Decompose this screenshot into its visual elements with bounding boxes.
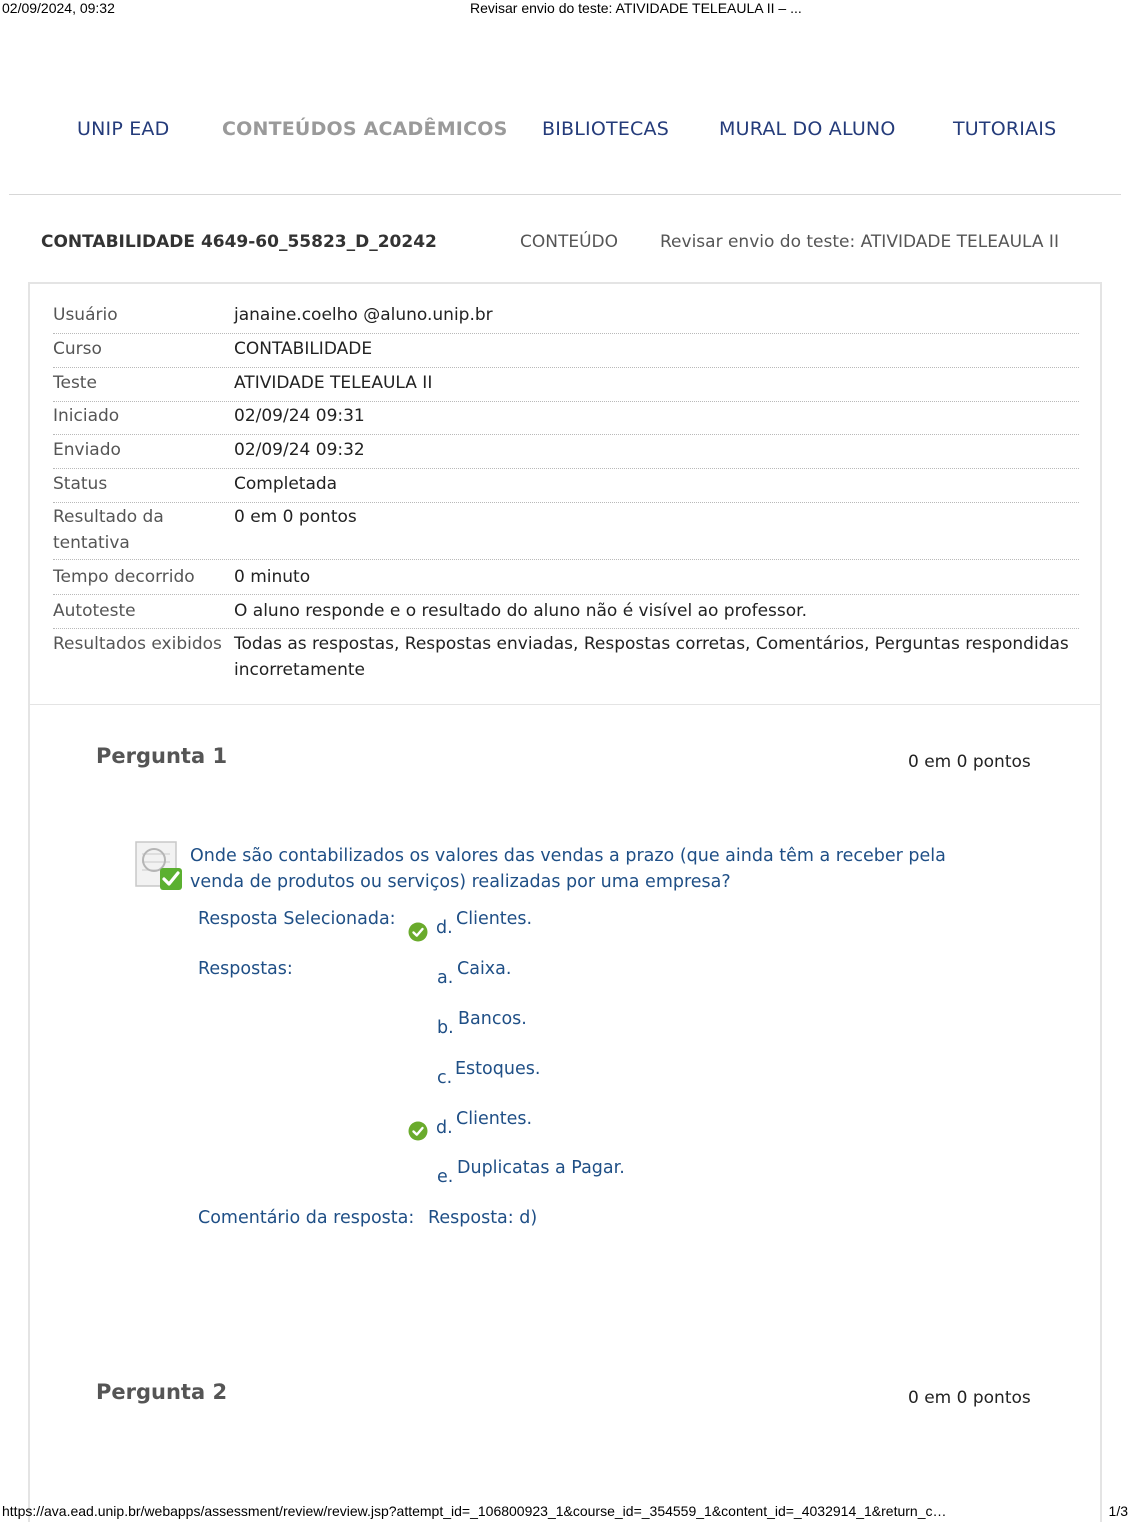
summary-value: 02/09/24 09:32: [234, 440, 365, 460]
print-title: Revisar envio do teste: ATIVIDADE TELEAULA II – ...: [470, 0, 802, 16]
summary-key: Resultados exibidos: [53, 634, 222, 654]
question-points: 0 em 0 pontos: [908, 752, 1031, 772]
answer-letter: d.: [436, 1118, 453, 1138]
summary-row: [53, 403, 1079, 435]
summary-value: janaine.coelho @aluno.unip.br: [234, 305, 493, 325]
nav-conteudos-academicos[interactable]: CONTEÚDOS ACADÊMICOS: [222, 118, 508, 140]
print-header: [0, 0, 1130, 20]
nav-mural-do-aluno[interactable]: MURAL DO ALUNO: [719, 118, 896, 140]
answer-text: Duplicatas a Pagar.: [457, 1158, 625, 1178]
selected-answer-label: Resposta Selecionada:: [198, 909, 396, 929]
summary-value: CONTABILIDADE: [234, 339, 373, 359]
answers-label: Respostas:: [198, 959, 293, 979]
summary-value: 0 minuto: [234, 567, 311, 587]
summary-key: Enviado: [53, 440, 121, 460]
answer-text: Bancos.: [458, 1009, 527, 1029]
summary-row: [53, 336, 1079, 368]
summary-row: [53, 504, 1079, 560]
answer-text: Estoques.: [455, 1059, 541, 1079]
summary-key: Status: [53, 474, 108, 494]
selected-answer-letter: d.: [436, 918, 453, 938]
print-url: https://ava.ead.unip.br/webapps/assessment/review/review.jsp?attempt_id=_106800923_1&course_id=_354559_1&content_id=_4032914_1&return_c…: [2, 1503, 947, 1519]
breadcrumb: [0, 232, 1130, 258]
answer-letter: a.: [437, 968, 454, 988]
summary-row: [53, 598, 1079, 629]
top-navigation: [0, 118, 1130, 148]
summary-row: [53, 564, 1079, 595]
summary-value: Todas as respostas, Respostas enviadas, Respostas corretas, Comentários, Perguntas respondidas incorretamente: [234, 634, 1069, 680]
summary-key: Teste: [53, 373, 97, 393]
question-text: Onde são contabilizados os valores das vendas a prazo (que ainda têm a receber pela venda de produtos ou serviços) realizadas por uma empresa?: [190, 846, 946, 892]
summary-value: Completada: [234, 474, 338, 494]
summary-value: 0 em 0 pontos: [234, 507, 357, 527]
print-footer: [0, 1501, 1130, 1523]
summary-row: [53, 471, 1079, 503]
summary-row: [53, 302, 1079, 334]
breadcrumb-current-page: Revisar envio do teste: ATIVIDADE TELEAULA II: [660, 232, 1059, 252]
summary-row: [53, 437, 1079, 469]
correct-answer-icon: [134, 840, 186, 896]
review-panel: [28, 282, 1102, 1522]
breadcrumb-course[interactable]: CONTABILIDADE 4649-60_55823_D_20242: [41, 232, 437, 252]
question-title: Pergunta 2: [96, 1380, 228, 1404]
summary-key: Autoteste: [53, 601, 136, 621]
summary-value: ATIVIDADE TELEAULA II: [234, 373, 433, 393]
summary-key: Tempo decorrido: [53, 567, 195, 587]
print-page-number: 1/3: [1108, 1503, 1128, 1519]
print-date: 02/09/2024, 09:32: [2, 0, 115, 16]
summary-row: [53, 370, 1079, 402]
nav-tutoriais[interactable]: TUTORIAIS: [953, 118, 1057, 140]
selected-answer-text: Clientes.: [456, 909, 533, 929]
answer-text: Clientes.: [456, 1109, 533, 1129]
summary-key: Usuário: [53, 305, 118, 325]
comment-label: Comentário da resposta:: [198, 1208, 415, 1228]
summary-value: 02/09/24 09:31: [234, 406, 365, 426]
summary-key: Resultado da tentativa: [53, 507, 164, 553]
check-icon: [408, 922, 428, 942]
nav-unip-ead[interactable]: UNIP EAD: [77, 118, 170, 140]
answer-letter: b.: [437, 1018, 454, 1038]
check-icon: [408, 1121, 428, 1141]
breadcrumb-content[interactable]: CONTEÚDO: [520, 232, 619, 252]
attempt-summary: [30, 284, 1100, 705]
answer-letter: e.: [437, 1167, 454, 1187]
answer-letter: c.: [437, 1068, 453, 1088]
nav-bibliotecas[interactable]: BIBLIOTECAS: [542, 118, 669, 140]
summary-value: O aluno responde e o resultado do aluno não é visível ao professor.: [234, 601, 807, 621]
question-title: Pergunta 1: [96, 744, 228, 768]
summary-key: Iniciado: [53, 406, 120, 426]
summary-key: Curso: [53, 339, 102, 359]
comment-text: Resposta: d): [428, 1208, 538, 1228]
nav-divider: [9, 194, 1121, 195]
summary-row: [53, 631, 1079, 687]
answer-text: Caixa.: [457, 959, 512, 979]
question-points: 0 em 0 pontos: [908, 1388, 1031, 1408]
